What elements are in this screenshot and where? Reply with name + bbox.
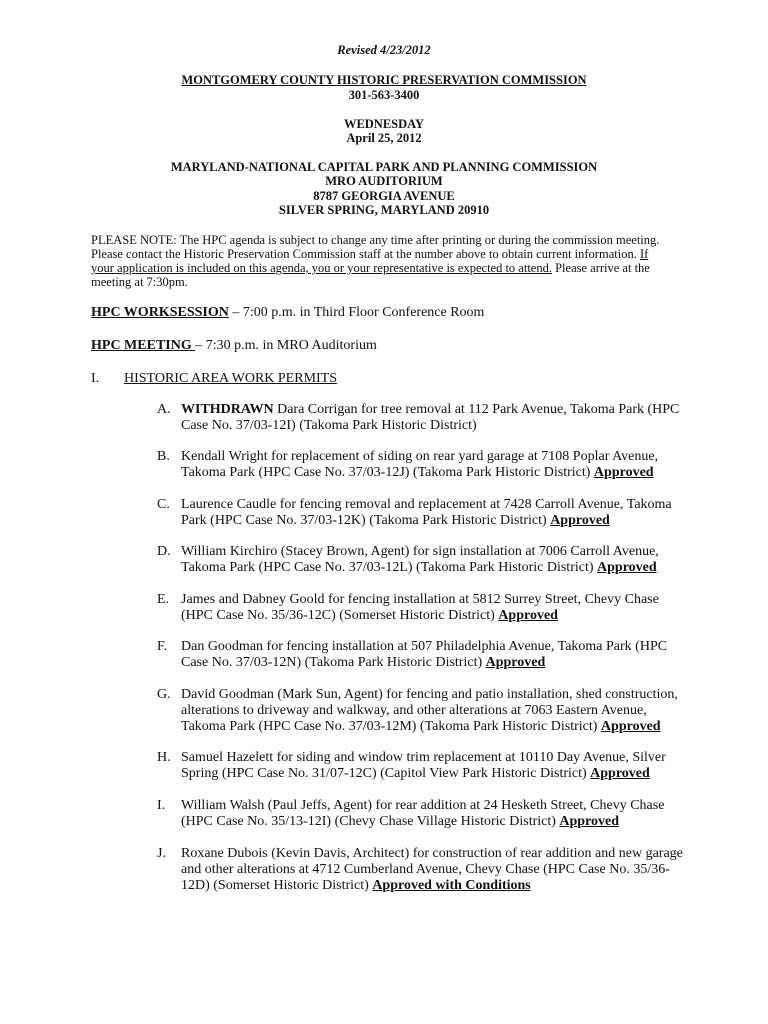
item-line: James and Dabney Goold for fencing installation at 5812 Surrey Street, Chevy Chase bbox=[181, 592, 659, 607]
section-title: HISTORIC AREA WORK PERMITS bbox=[124, 371, 338, 386]
item-line bbox=[181, 560, 657, 576]
item-line bbox=[181, 465, 654, 481]
item-letter: J. bbox=[157, 846, 166, 861]
venue-street: 8787 GEORGIA AVENUE bbox=[313, 189, 455, 203]
item-text: Takoma Park (HPC Case No. 37/03-12J) (Takoma Park Historic District) bbox=[181, 465, 594, 480]
item-text: Takoma Park (HPC Case No. 37/03-12M) (Takoma Park Historic District) bbox=[181, 719, 601, 734]
item-line bbox=[181, 655, 545, 671]
withdrawn-label: WITHDRAWN bbox=[181, 402, 274, 417]
item-line bbox=[181, 608, 558, 624]
status-approved: Approved bbox=[559, 814, 620, 829]
meeting-date: April 25, 2012 bbox=[346, 131, 422, 145]
note-line-2-emphasis: If bbox=[639, 247, 649, 261]
item-line: Case No. 37/03-12I) (Takoma Park Historic District) bbox=[181, 418, 477, 433]
note-line-4: meeting at 7:30pm. bbox=[91, 275, 188, 289]
item-line: William Walsh (Paul Jeffs, Agent) for rear addition at 24 Hesketh Street, Chevy Chase bbox=[181, 798, 665, 813]
worksession-line bbox=[91, 305, 484, 321]
worksession-text: – 7:00 p.m. in Third Floor Conference Room bbox=[228, 305, 485, 320]
venue-name: MRO AUDITORIUM bbox=[325, 174, 443, 188]
meeting-label: HPC MEETING bbox=[91, 338, 196, 353]
item-line: Samuel Hazelett for siding and window trim replacement at 10110 Day Avenue, Silver bbox=[181, 750, 666, 765]
item-letter: D. bbox=[157, 544, 171, 559]
meeting-text: – 7:30 p.m. in MRO Auditorium bbox=[195, 338, 377, 353]
item-line: Roxane Dubois (Kevin Davis, Architect) for construction of rear addition and new garage bbox=[181, 846, 683, 861]
item-line: alterations to driveway and walkway, and other alterations at 7063 Eastern Avenue, bbox=[181, 703, 647, 718]
item-text: Takoma Park (HPC Case No. 37/03-12L) (Takoma Park Historic District) bbox=[181, 560, 598, 575]
item-text: Spring (HPC Case No. 31/07-12C) (Capitol View Park Historic District) bbox=[181, 766, 591, 781]
item-text: (HPC Case No. 35/13-12I) (Chevy Chase Village Historic District) bbox=[181, 814, 560, 829]
meeting-weekday: WEDNESDAY bbox=[343, 117, 425, 131]
note-line-2-text: Please contact the Historic Preservation Commission staff at the number above to obtain current information. bbox=[91, 247, 640, 261]
item-letter: C. bbox=[157, 497, 170, 512]
status-approved: Approved bbox=[498, 608, 558, 623]
status-approved: Approved bbox=[597, 560, 657, 575]
status-approved: Approved bbox=[485, 655, 546, 670]
item-line bbox=[181, 814, 619, 830]
item-line: Kendall Wright for replacement of siding on rear yard garage at 7108 Poplar Avenue, bbox=[181, 449, 659, 464]
item-line bbox=[181, 402, 679, 418]
item-line bbox=[181, 766, 650, 782]
note-line-1: PLEASE NOTE: The HPC agenda is subject to change any time after printing or during the commission meeting. bbox=[91, 233, 660, 247]
item-text: Dara Corrigan for tree removal at 112 Park Avenue, Takoma Park (HPC bbox=[273, 402, 680, 417]
meeting-line bbox=[91, 338, 377, 354]
status-approved: Approved bbox=[550, 513, 610, 528]
item-line bbox=[181, 878, 531, 894]
item-line: David Goodman (Mark Sun, Agent) for fencing and patio installation, shed construction, bbox=[181, 687, 678, 702]
item-letter: H. bbox=[157, 750, 171, 765]
item-text: 12D) (Somerset Historic District) bbox=[181, 878, 373, 893]
item-letter: E. bbox=[157, 592, 170, 607]
item-letter: A. bbox=[157, 402, 171, 417]
status-approved: Approved bbox=[593, 465, 654, 480]
item-letter: B. bbox=[157, 449, 170, 464]
revised-date: Revised 4/23/2012 bbox=[337, 43, 431, 57]
item-line: William Kirchiro (Stacey Brown, Agent) for sign installation at 7006 Carroll Avenue, bbox=[181, 544, 659, 559]
worksession-label: HPC WORKSESSION bbox=[91, 305, 229, 320]
item-line: and other alterations at 4712 Cumberland Avenue, Chevy Chase (HPC Case No. 35/36- bbox=[181, 862, 670, 877]
status-approved: Approved bbox=[600, 719, 661, 734]
section-numeral: I. bbox=[91, 371, 100, 386]
note-line-2 bbox=[91, 247, 648, 262]
venue-city: SILVER SPRING, MARYLAND 20910 bbox=[278, 203, 490, 217]
agency-name: MARYLAND-NATIONAL CAPITAL PARK AND PLANNING COMMISSION bbox=[170, 160, 598, 174]
item-text: Park (HPC Case No. 37/03-12K) (Takoma Park Historic District) bbox=[181, 513, 551, 528]
item-line bbox=[181, 513, 610, 529]
commission-phone: 301-563-3400 bbox=[348, 88, 420, 102]
item-letter: I. bbox=[157, 798, 166, 813]
item-letter: F. bbox=[157, 639, 168, 654]
commission-title-line bbox=[0, 73, 768, 88]
note-line-3-text: Please arrive at the bbox=[551, 261, 650, 275]
item-text: (HPC Case No. 35/36-12C) (Somerset Historic District) bbox=[181, 608, 499, 623]
commission-title: MONTGOMERY COUNTY HISTORIC PRESERVATION COMMISSION bbox=[181, 73, 587, 87]
status-approved-with-conditions: Approved with Conditions bbox=[372, 878, 531, 893]
item-text: Case No. 37/03-12N) (Takoma Park Historic District) bbox=[181, 655, 486, 670]
item-line bbox=[181, 719, 661, 735]
status-approved: Approved bbox=[590, 766, 650, 781]
note-line-3-emphasis: your application is included on this agenda, you or your representative is expected to attend. bbox=[91, 261, 552, 275]
note-line-3 bbox=[91, 261, 650, 276]
item-line: Dan Goodman for fencing installation at 507 Philadelphia Avenue, Takoma Park (HPC bbox=[181, 639, 668, 654]
item-letter: G. bbox=[157, 687, 171, 702]
item-line: Laurence Caudle for fencing removal and replacement at 7428 Carroll Avenue, Takoma bbox=[181, 497, 672, 512]
